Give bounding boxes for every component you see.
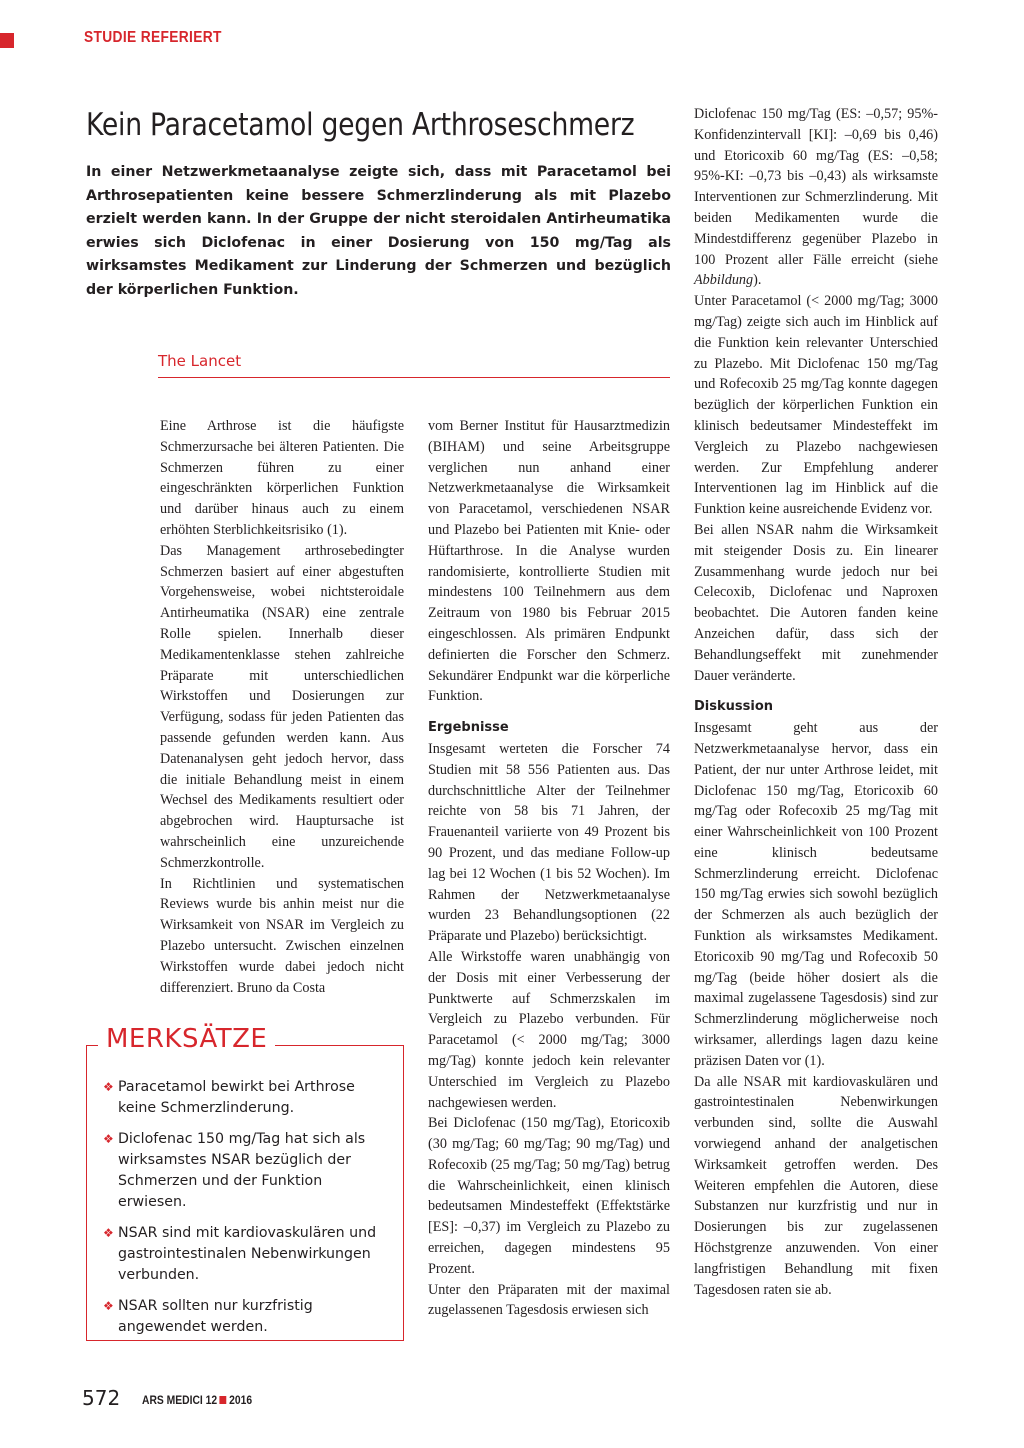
journal-year: 2016 (229, 1393, 253, 1407)
section-marker (0, 33, 14, 48)
list-item (103, 1296, 395, 1338)
paragraph-text: Diclofenac 150 mg/Tag (ES: –0,57; 95%-Konfidenzintervall [KI]: –0,69 bis 0,46) und Etoricoxib 60 mg/Tag (ES: –0,58; 95%-KI: –0,73 bis –0,43) als wirksamste Interventionen zur Schmerzlinderung. Mit beiden Medikamenten wurde die Mindestdifferenz gegenüber Plazebo in 100 Prozent aller Fälle erreicht (siehe (694, 106, 938, 268)
text-column-1 (160, 416, 404, 998)
paragraph: Insgesamt werteten die Forscher 74 Studien mit 58 556 Patienten aus. Das durchschnittliche Alter der Teilnehmer reichte von 58 bis 71 Jahren, der Frauenanteil variierte von 49 Prozent bis 90 Prozent, und das mediane Follow-up lag bei 12 Wochen (1 bis 52 Wochen). Im Rahmen der Netzwerkmetaanalyse wurden 23 Behandlungsoptionen (22 Präparate und Plazebo) berücksichtigt. (428, 740, 670, 945)
list-item (103, 1129, 395, 1213)
paragraph: Unter Paracetamol (< 2000 mg/Tag; 3000 mg/Tag) zeigte sich auch im Hinblick auf die Funktion kein relevanter Unterschied zu Plazebo. Mit Diclofenac 150 mg/Tag und Rofecoxib 25 mg/Tag konnte dagegen bezüglich der körperlichen Funktion ein klinisch bedeutsamer Mindesteffekt im Vergleich zu Plazebo nachgewiesen werden. Zur Empfehlung anderer Interventionen lag im Hinblick auf die Funktion keine ausreichende Evidenz vor. (694, 293, 938, 518)
paragraph: Unter den Präparaten mit der maximal zugelassenen Tagesdosis erwiesen sich (428, 1281, 670, 1319)
paragraph: Da alle NSAR mit kardiovaskulären und gastrointestinalen Nebenwirkungen verbunden sind, sollte die Auswahl vorwiegend anhand der analgetischen Wirksamkeit getroffen werden. Des Weiteren empfehlen die Autoren, diese Substanzen nur kurzfristig und nur in Dosierungen bis zur zugelassenen Höchstgrenze anzuwenden. Von einer langfristigen Behandlung mit fixen Tagesdosen raten sie ab. (694, 1073, 938, 1298)
paragraph: Alle Wirkstoffe waren unabhängig von der Dosis mit einer Verbesserung der Punktwerte auf Schmerzskalen im Vergleich zu Plazebo verbunden. Für Paracetamol (< 2000 mg/Tag; 3000 mg/Tag) konnte jedoch kein relevanter Unterschied im Vergleich zu Plazebo nachgewiesen werden. (428, 948, 670, 1111)
paragraph-text: ). (753, 272, 762, 289)
text-column-3 (694, 104, 938, 1300)
section-label: STUDIE REFERIERT (84, 29, 222, 46)
text-column-2 (428, 416, 670, 1321)
paragraph: Bei allen NSAR nahm die Wirksamkeit mit steigender Dosis zu. Ein linearer Zusammenhang wurde jedoch nur bei Celecoxib, Diclofenac und Naproxen beobachtet. Die Autoren fanden keine Anzeichen dafür, dass sich der Behandlungseffekt mit zunehmender Dauer veränderte. (694, 521, 938, 684)
list-item-text: NSAR sind mit kardiovaskulären und gastrointestinalen Nebenwirkungen verbunden. (118, 1225, 377, 1283)
diamond-bullet-icon: ❖ (103, 1226, 114, 1240)
heading-discussion: Diskussion (694, 699, 774, 715)
paragraph: Das Management arthrosebedingter Schmerzen basiert auf einer abgestuften Vorgehensweise, wobei nichtsteroidale Antirheumatika (NSAR) eine zentrale Rolle spielen. Innerhalb dieser Medikamentenklasse stehen zahlreiche Präparate mit unterschiedlichen Wirkstoffen und Dosierungen zur Verfügung, sodass für jeden Patienten das passende gefunden werden kann. Aus Datenanalysen geht jedoch hervor, dass die initiale Behandlung meist in einem Wechsel des Medikaments resultiert oder abgebrochen wird. Hauptursache ist wahrscheinlich eine unzureichende Schmerzkontrolle. (160, 542, 404, 871)
source-label: The Lancet (158, 352, 242, 370)
article-lead: In einer Netzwerkmetaanalyse zeigte sich, dass mit Paracetamol bei Arthrosepatienten keine bessere Schmerzlinderung als mit Plazebo erzielt werden kann. In der Gruppe der nicht steroidalen Antirheumatika erwies sich Diclofenac in einer Dosierung von 150 mg/Tag als wirksamstes Medikament zur Linderung der Schmerzen und bezüglich der körperlichen Funktion. (86, 164, 671, 298)
paragraph (694, 104, 938, 291)
footer-square-icon (220, 1396, 227, 1404)
merksaetze-list (103, 1077, 395, 1348)
list-item-text: Paracetamol bewirkt bei Arthrose keine Schmerzlinderung. (118, 1079, 355, 1116)
journal-name: ARS MEDICI 12 (142, 1393, 218, 1407)
list-item-text: NSAR sollten nur kurzfristig angewendet werden. (118, 1298, 313, 1335)
paragraph: Bei Diclofenac (150 mg/Tag), Etoricoxib (30 mg/Tag; 60 mg/Tag; 90 mg/Tag) und Rofecoxib (25 mg/Tag; 50 mg/Tag) betrug die Wahrscheinlichkeit, einen klinisch bedeutsamen Mindesteffekt (Effektstärke [ES]: –0,37) im Vergleich zu Plazebo zu erreichen, dagegen mindestens 95 Prozent. (428, 1115, 670, 1277)
list-item (103, 1223, 395, 1286)
list-item-text: Diclofenac 150 mg/Tag hat sich als wirksamstes NSAR bezüglich der Schmerzen und der Funktion erwiesen. (118, 1131, 366, 1210)
paragraph: In Richtlinien und systematischen Reviews wurde bis anhin meist nur die Wirksamkeit von NSAR im Vergleich zu Plazebo untersucht. Zwischen einzelnen Wirkstoffen wurde dabei jedoch nicht differenziert. Bruno da Costa (160, 875, 404, 996)
journal-footer (142, 1393, 252, 1407)
paragraph: Eine Arthrose ist die häufigste Schmerzursache bei älteren Patienten. Die Schmerzen führen zu einer eingeschränkten körperlichen Funktion und darüber hinaus auch zu einem erhöhten Sterblichkeitsrisiko (1). (160, 418, 404, 538)
diamond-bullet-icon: ❖ (103, 1299, 114, 1313)
merksaetze-title: MERKSÄTZE (106, 1024, 268, 1054)
article-title: Kein Paracetamol gegen Arthroseschmerz (86, 107, 635, 143)
heading-results: Ergebnisse (428, 720, 509, 736)
page-number: 572 (82, 1386, 121, 1410)
diamond-bullet-icon: ❖ (103, 1080, 114, 1094)
merksaetze-title-wrap (98, 1022, 275, 1056)
diamond-bullet-icon: ❖ (103, 1132, 114, 1146)
paragraph: Insgesamt geht aus der Netzwerkmetaanalyse hervor, dass ein Patient, der nur unter Arthrose leidet, mit Diclofenac 150 mg/Tag, Etoricoxib 60 mg/Tag oder Rofecoxib 25 mg/Tag mit einer Wahrscheinlichkeit von 100 Prozent eine klinisch bedeutsame Schmerzlinderung erreicht. Diclofenac 150 mg/Tag erwies sich sowohl bezüglich der Schmerzen als auch bezüglich der Funktion als wirksamstes Medikament. Etoricoxib 90 mg/Tag und Rofecoxib 50 mg/Tag (beide höher dosiert als die maximal zugelassene Tagesdosis) sind zur Schmerzlinderung möglicherweise noch wirksamer, allerdings lagen dazu keine präzisen Daten vor (1). (694, 720, 938, 1069)
list-item (103, 1077, 395, 1119)
paragraph: vom Berner Institut für Hausarztmedizin (BIHAM) und seine Arbeitsgruppe verglichen nun anhand einer Netzwerkmetaanalyse die Wirksamkeit von Paracetamol, verschiedenen NSAR und Plazebo bei Patienten mit Knie- oder Hüftarthrose. In die Analyse wurden randomisierte, kontrollierte Studien mit mindestens 100 Teilnehmern aus dem Zeitraum von 1980 bis Februar 2015 eingeschlossen. Als primären Endpunkt definierten die Forscher den Schmerz. Sekundärer Endpunkt war die körperliche Funktion. (428, 418, 670, 705)
source-divider (158, 377, 670, 378)
figure-reference: Abbildung (694, 272, 754, 289)
